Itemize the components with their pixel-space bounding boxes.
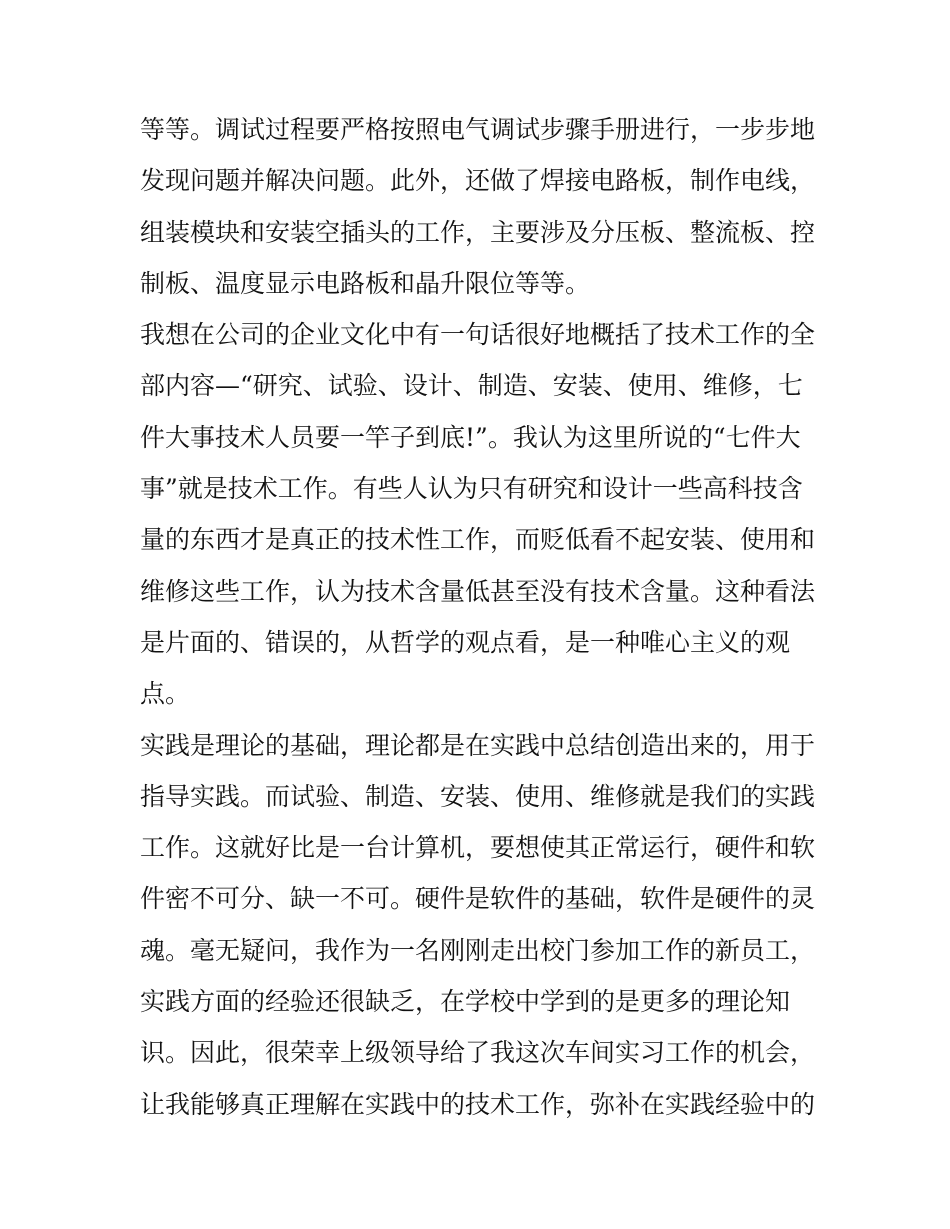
text-line: 点。: [140, 679, 191, 709]
text-line: 让我能够真正理解在实践中的技术工作，弥补在实践经验中的: [140, 1089, 816, 1119]
text-line: 实践是理论的基础，理论都是在实践中总结创造出来的，用于: [140, 730, 816, 760]
text-line: 实践方面的经验还很缺乏，在学校中学到的是更多的理论知: [140, 987, 791, 1017]
text-line: 事”就是技术工作。有些人认为只有研究和设计一些高科技含: [140, 474, 803, 504]
text-line: 识。因此，很荣幸上级领导给了我这次车间实习工作的机会，: [140, 1038, 816, 1068]
text-line: 我想在公司的企业文化中有一句话很好地概括了技术工作的全: [140, 320, 816, 350]
text-line: 维修这些工作，认为技术含量低甚至没有技术含量。这种看法: [140, 576, 816, 606]
text-line: 量的东西才是真正的技术性工作，而贬低看不起安装、使用和: [140, 525, 816, 555]
text-line: 等等。调试过程要严格按照电气调试步骤手册进行，一步步地: [140, 115, 816, 144]
text-line: 制板、温度显示电路板和晶升限位等等。: [140, 268, 591, 298]
paragraph-3: [140, 720, 820, 1130]
paragraph-2: [140, 309, 820, 719]
document-body: [140, 104, 820, 1130]
text-line: 组装模块和安装空插头的工作，主要涉及分压板、整流板、控: [140, 217, 816, 247]
text-line: 件大事技术人员要一竿子到底!”。我认为这里所说的“七件大: [140, 422, 801, 452]
text-line: 是片面的、错误的，从哲学的观点看，是一种唯心主义的观: [140, 627, 791, 657]
text-line: 指导实践。而试验、制造、安装、使用、维修就是我们的实践: [140, 781, 816, 811]
text-line: 件密不可分、缺一不可。硬件是软件的基础，软件是硬件的灵: [140, 884, 816, 914]
paragraph-1: [140, 104, 820, 309]
text-line: 魂。毫无疑问，我作为一名刚刚走出校门参加工作的新员工，: [140, 935, 816, 965]
text-line: 发现问题并解决问题。此外，还做了焊接电路板，制作电线，: [140, 166, 816, 196]
text-line: 工作。这就好比是一台计算机，要想使其正常运行，硬件和软: [140, 833, 816, 863]
text-line: 部内容—“研究、试验、设计、制造、安装、使用、维修，七: [140, 371, 803, 401]
